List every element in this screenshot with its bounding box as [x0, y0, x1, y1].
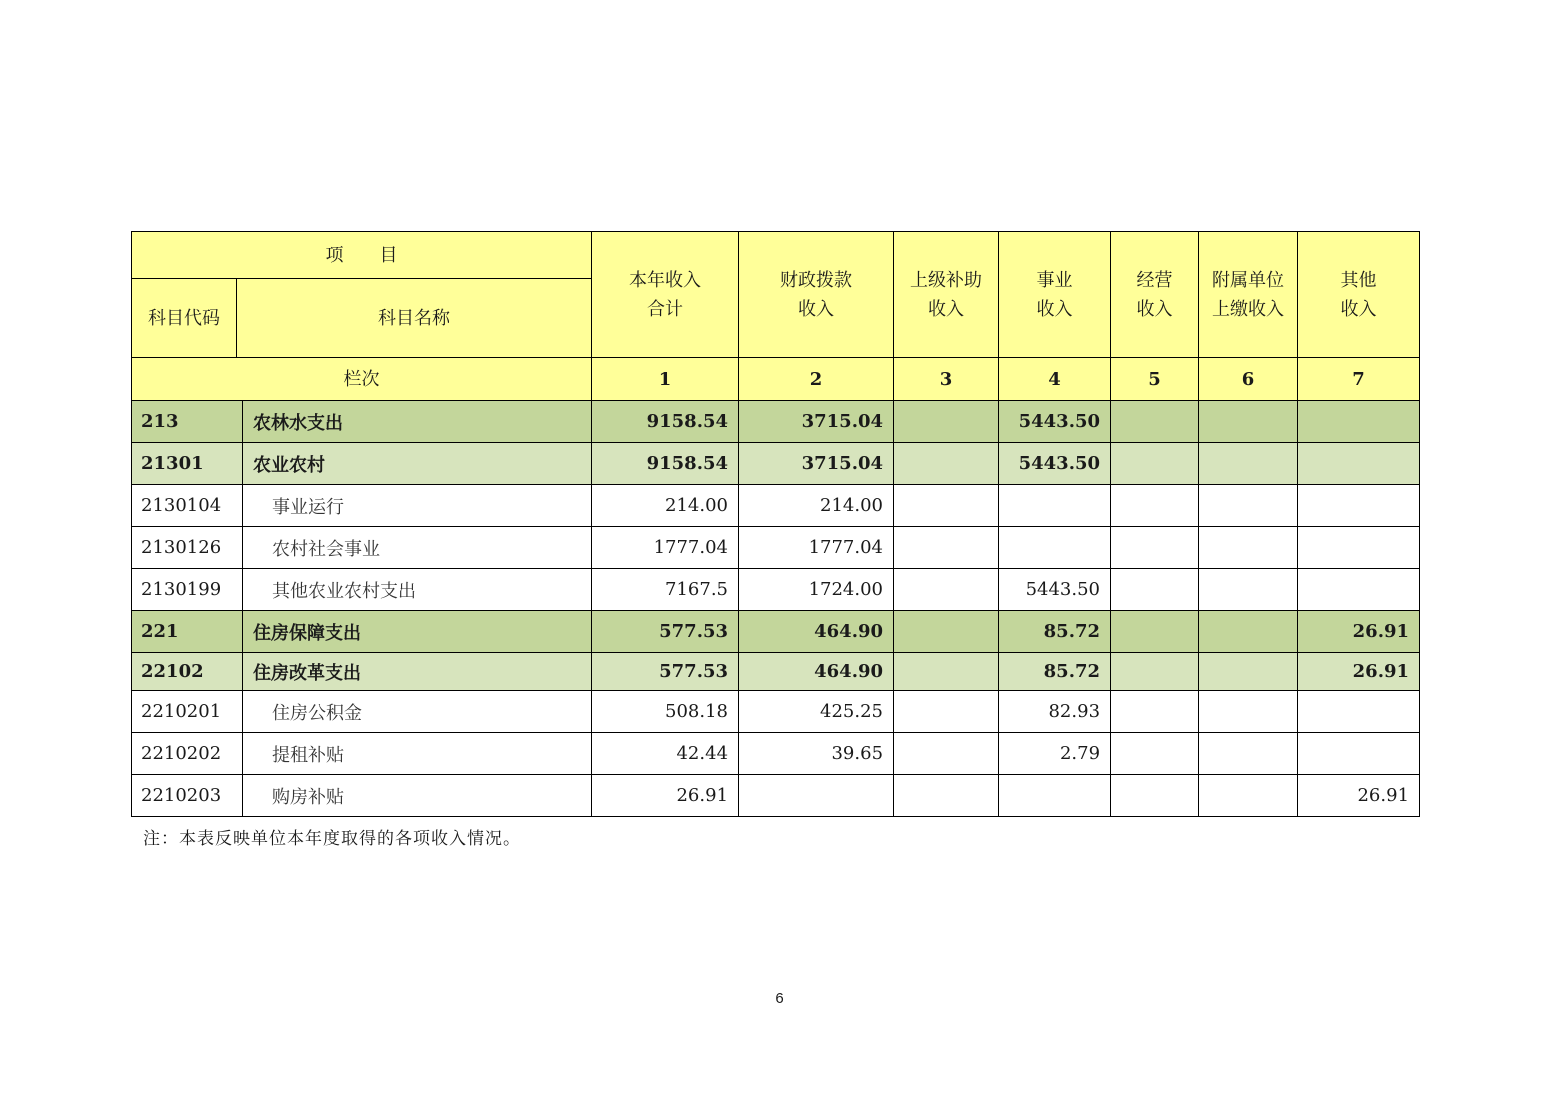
value-cell: [894, 569, 999, 611]
value-cell: 1777.04: [592, 527, 739, 569]
page-number: 6: [775, 990, 784, 1007]
table-row: [132, 443, 1420, 485]
value-cell: 5443.50: [999, 401, 1111, 443]
column-number: 7: [1298, 358, 1420, 401]
value-cell: [894, 733, 999, 775]
value-cell: 577.53: [592, 653, 739, 691]
value-cell: [894, 527, 999, 569]
header-total-line1: 本年收入: [629, 269, 702, 291]
header-total-line2: 合计: [647, 298, 684, 320]
value-cell: 42.44: [592, 733, 739, 775]
value-cell: 7167.5: [592, 569, 739, 611]
table-row: [132, 401, 1420, 443]
value-cell: [894, 775, 999, 817]
header-name: 科目名称: [237, 279, 592, 358]
value-cell: [1199, 485, 1298, 527]
subject-name-cell: 住房改革支出: [243, 653, 592, 691]
value-cell: [1111, 569, 1199, 611]
value-cell: 5443.50: [999, 569, 1111, 611]
value-cell: 464.90: [739, 653, 894, 691]
subject-name-cell: 住房公积金: [243, 691, 592, 733]
value-cell: 1777.04: [739, 527, 894, 569]
table-row: [132, 485, 1420, 527]
value-cell: [1298, 569, 1420, 611]
header-business-line2: 收入: [1036, 298, 1073, 320]
value-cell: [894, 691, 999, 733]
value-cell: 3715.04: [739, 401, 894, 443]
header-operating-line2: 收入: [1136, 298, 1173, 320]
table-row: [132, 653, 1420, 691]
value-cell: [1111, 691, 1199, 733]
subject-name-cell: 购房补贴: [243, 775, 592, 817]
value-cell: 508.18: [592, 691, 739, 733]
value-cell: [894, 443, 999, 485]
subject-code-cell: 2210201: [132, 691, 243, 733]
column-number: 5: [1111, 358, 1199, 401]
value-cell: [1199, 691, 1298, 733]
value-cell: 85.72: [999, 611, 1111, 653]
value-cell: [1199, 611, 1298, 653]
value-cell: 425.25: [739, 691, 894, 733]
value-cell: 1724.00: [739, 569, 894, 611]
value-cell: [1298, 733, 1420, 775]
value-cell: [1111, 401, 1199, 443]
column-number: 2: [739, 358, 894, 401]
header-code: 科目代码: [132, 279, 237, 358]
value-cell: 26.91: [592, 775, 739, 817]
table-row: [132, 691, 1420, 733]
subject-code-cell: 221: [132, 611, 243, 653]
subject-code-cell: 2130104: [132, 485, 243, 527]
header-affiliated-line2: 上缴收入: [1212, 298, 1285, 320]
table-row: [132, 611, 1420, 653]
value-cell: [1298, 401, 1420, 443]
value-cell: 3715.04: [739, 443, 894, 485]
value-cell: [1111, 733, 1199, 775]
header-other-line2: 收入: [1340, 298, 1377, 320]
subject-name-cell: 农林水支出: [243, 401, 592, 443]
subject-name-cell: 其他农业农村支出: [243, 569, 592, 611]
header-superior: [894, 232, 999, 358]
value-cell: [1111, 443, 1199, 485]
table-note: 注：本表反映单位本年度取得的各项收入情况。: [143, 829, 521, 849]
value-cell: [1298, 691, 1420, 733]
column-number: 6: [1199, 358, 1298, 401]
column-number: 1: [592, 358, 739, 401]
header-business: [999, 232, 1111, 358]
header-operating-line1: 经营: [1136, 269, 1173, 291]
value-cell: 9158.54: [592, 443, 739, 485]
subject-code-cell: 2210202: [132, 733, 243, 775]
table-row: [132, 733, 1420, 775]
subject-name-cell: 提租补贴: [243, 733, 592, 775]
table-row: [132, 527, 1420, 569]
income-table-container: [131, 231, 1419, 817]
income-table: [131, 231, 1420, 817]
value-cell: 26.91: [1298, 775, 1420, 817]
value-cell: [999, 485, 1111, 527]
subject-name-cell: 农村社会事业: [243, 527, 592, 569]
value-cell: [1199, 443, 1298, 485]
value-cell: [999, 775, 1111, 817]
subject-code-cell: 2130126: [132, 527, 243, 569]
value-cell: [1199, 569, 1298, 611]
value-cell: [1199, 527, 1298, 569]
value-cell: 26.91: [1298, 611, 1420, 653]
header-fiscal-line2: 收入: [798, 298, 835, 320]
value-cell: [1298, 485, 1420, 527]
value-cell: [739, 775, 894, 817]
value-cell: [1111, 775, 1199, 817]
value-cell: [1199, 775, 1298, 817]
subject-code-cell: 2210203: [132, 775, 243, 817]
value-cell: [894, 401, 999, 443]
header-superior-line2: 收入: [928, 298, 965, 320]
value-cell: [1199, 401, 1298, 443]
subject-code-cell: 21301: [132, 443, 243, 485]
value-cell: [1199, 653, 1298, 691]
value-cell: [1298, 443, 1420, 485]
table-row: [132, 775, 1420, 817]
subject-code-cell: 213: [132, 401, 243, 443]
value-cell: [1111, 527, 1199, 569]
header-affiliated-line1: 附属单位: [1212, 269, 1285, 291]
column-number: 3: [894, 358, 999, 401]
subject-code-cell: 22102: [132, 653, 243, 691]
subject-code-cell: 2130199: [132, 569, 243, 611]
subject-name-cell: 农业农村: [243, 443, 592, 485]
value-cell: [999, 527, 1111, 569]
subject-name-cell: 事业运行: [243, 485, 592, 527]
table-row: [132, 569, 1420, 611]
value-cell: 9158.54: [592, 401, 739, 443]
value-cell: 82.93: [999, 691, 1111, 733]
value-cell: [1111, 485, 1199, 527]
value-cell: [1199, 733, 1298, 775]
column-number: 4: [999, 358, 1111, 401]
value-cell: [1298, 527, 1420, 569]
value-cell: [894, 485, 999, 527]
value-cell: 2.79: [999, 733, 1111, 775]
header-other: [1298, 232, 1420, 358]
header-fiscal: [739, 232, 894, 358]
value-cell: 214.00: [739, 485, 894, 527]
value-cell: 214.00: [592, 485, 739, 527]
header-item: 项 目: [132, 232, 592, 279]
value-cell: 85.72: [999, 653, 1111, 691]
column-number-label: 栏次: [132, 358, 592, 401]
value-cell: 39.65: [739, 733, 894, 775]
header-fiscal-line1: 财政拨款: [780, 269, 853, 291]
subject-name-cell: 住房保障支出: [243, 611, 592, 653]
value-cell: 26.91: [1298, 653, 1420, 691]
value-cell: [1111, 653, 1199, 691]
value-cell: [894, 611, 999, 653]
header-total: [592, 232, 739, 358]
header-operating: [1111, 232, 1199, 358]
value-cell: 577.53: [592, 611, 739, 653]
header-superior-line1: 上级补助: [910, 269, 983, 291]
value-cell: 5443.50: [999, 443, 1111, 485]
header-business-line1: 事业: [1036, 269, 1073, 291]
header-other-line1: 其他: [1340, 269, 1377, 291]
value-cell: [1111, 611, 1199, 653]
value-cell: [894, 653, 999, 691]
value-cell: 464.90: [739, 611, 894, 653]
header-affiliated: [1199, 232, 1298, 358]
